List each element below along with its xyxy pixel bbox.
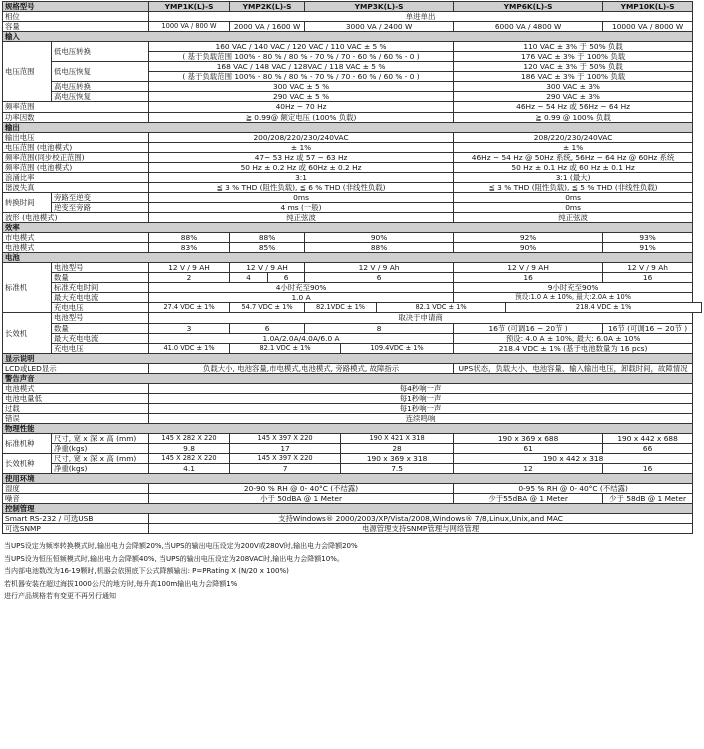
section-environment-title: 使用环境 <box>3 474 693 484</box>
eff-ac-1k: 88% <box>149 233 230 243</box>
recharge-b: 9小时充至90% <box>454 283 693 293</box>
out-volt-label: 输出电压 <box>3 132 149 142</box>
eff-ac-2k: 88% <box>230 233 305 243</box>
alarm-batt-row <box>3 383 702 393</box>
alarm-low-label: 电池电量低 <box>3 393 149 403</box>
section-control-title: 控制管理 <box>3 504 693 514</box>
noise-label: 噪音 <box>3 494 149 504</box>
std-maxcur-label: 最大充电电流 <box>52 293 149 303</box>
pf-a: ≧ 0.99@ 额定电压 (100% 负载) <box>149 112 454 122</box>
long-dim-1k: 145 X 282 X 220 <box>149 454 230 464</box>
pf-row <box>3 112 702 122</box>
long-wt-row <box>3 464 702 474</box>
section-output-title: 输出 <box>3 122 693 132</box>
t1-b: 0ms <box>454 192 693 202</box>
std-qty-2k-a: 4 <box>230 273 268 283</box>
section-physical-title: 物理性能 <box>3 423 693 433</box>
section-display-title: 显示说明 <box>3 353 693 363</box>
physical-std-label: 标准机种 <box>3 434 52 454</box>
battery-std-label: 标准机 <box>3 263 52 313</box>
long-dim-row <box>3 454 702 464</box>
long-qty-3k: 8 <box>305 323 454 333</box>
section-control <box>3 504 702 514</box>
std-chv-6k: 218.4 VDC ± 1% <box>506 303 702 313</box>
section-output <box>3 122 702 132</box>
std-qty-10k: 16 <box>603 273 693 283</box>
footnote: 若机器安装在超过海拔1000公尺的地方时,每升高100m输出电力会降额1% <box>4 579 238 588</box>
section-efficiency-title: 效率 <box>3 223 693 233</box>
bfreq-row <box>3 162 702 172</box>
std-type-10k: 12 V / 9 Ah <box>603 263 693 273</box>
long-wt-1k: 4.1 <box>149 464 230 474</box>
bfreq-b: 50 Hz ± 0.1 Hz 或 60 Hz ± 0.1 Hz <box>454 162 693 172</box>
smart-value: 支持Windows® 2000/2003/XP/Vista/2008,Windows® 7/8,Linux,Unix,and MAC <box>149 514 693 524</box>
noise-a: 小于 50dBA @ 1 Meter <box>149 494 454 504</box>
footnote: 进行产品规格若有变更不再另行通知 <box>4 592 116 601</box>
freq-a: 40Hz ~ 70 Hz <box>149 102 454 112</box>
alarm-batt-label: 电池模式 <box>3 383 149 393</box>
capacity-1k: 1000 VA / 800 W <box>149 22 230 32</box>
section-physical <box>3 423 702 433</box>
std-maxcur-row <box>3 293 702 303</box>
header-spec: 规格型号 <box>3 2 149 12</box>
long-wt-10k: 16 <box>603 464 693 474</box>
header-row <box>3 2 702 12</box>
eff-ac-6k: 92% <box>454 233 603 243</box>
wave-row <box>3 212 702 222</box>
noise-row <box>3 494 702 504</box>
footnote: 当UPS设定为频率转换模式时,输出电力会降额20%,当UPS的输出电压设定为200V或280V时,输出电力会降额20% <box>4 542 358 551</box>
eff-batt-row <box>3 243 702 253</box>
wave-b: 纯正弦波 <box>454 212 693 222</box>
long-wt-2k: 7 <box>230 464 341 474</box>
long-chv-3k: 109.4VDC ± 1% <box>341 343 454 353</box>
batt-volt-label: 电压范围 (电池模式) <box>3 142 149 152</box>
snmp-row <box>3 524 702 534</box>
std-qty-1k: 2 <box>149 273 230 283</box>
smart-row <box>3 514 702 524</box>
eff-batt-1k: 83% <box>149 243 230 253</box>
std-maxcur-a: 1.0 A <box>149 293 454 303</box>
physical-long-label: 长效机种 <box>3 454 52 474</box>
sync-label: 频率范围(同步校正范围) <box>3 152 149 162</box>
low-trans-row <box>3 42 702 52</box>
section-alarm-title: 警告声音 <box>3 373 693 383</box>
low-trans-label: 低电压转换 <box>52 42 149 62</box>
long-qty-6k: 16节 (可调16 ~ 20节 ) <box>454 323 603 333</box>
long-chv-6k: 218.4 VDC ± 1% (基于电池数量为 16 pcs) <box>454 343 693 353</box>
low-trans-a1: 160 VAC / 140 VAC / 120 VAC / 110 VAC ± 5 % <box>149 42 454 52</box>
std-type-row <box>3 263 702 273</box>
alarm-batt-value: 每4秒响一声 <box>149 383 693 393</box>
footnotes <box>4 540 704 602</box>
std-type-2k: 12 V / 9 AH <box>230 263 305 273</box>
long-type-value: 取决于申请商 <box>149 313 693 323</box>
footnote: 当内部电池数改为16-19颗时,机器会依照底下公式降额输出: P=PRating X (N/20 x 100%) <box>4 567 289 576</box>
eff-batt-2k: 85% <box>230 243 305 253</box>
pf-b: ≧ 0.99 @ 100% 负载 <box>454 112 693 122</box>
freq-row <box>3 102 702 112</box>
std-wt-10k: 66 <box>603 444 693 454</box>
std-wt-label: 净重(kgs) <box>52 444 149 454</box>
snmp-label: 可选SNMP <box>3 524 149 534</box>
out-volt-a: 200/208/220/230/240VAC <box>149 132 454 142</box>
long-chv-label: 充电电压 <box>52 343 149 353</box>
recharge-a: 4小时充至90% <box>149 283 454 293</box>
section-alarm <box>3 373 702 383</box>
long-maxcur-row <box>3 333 702 343</box>
capacity-2k: 2000 VA / 1600 W <box>230 22 305 32</box>
bfreq-a: 50 Hz ± 0.2 Hz 或 60Hz ± 0.2 Hz <box>149 162 454 172</box>
noise-b: 少于55dBA @ 1 Meter <box>454 494 603 504</box>
crest-a: 3:1 <box>149 172 454 182</box>
noise-c: 少于 58dB @ 1 Meter <box>603 494 693 504</box>
header-model-6k: YMP6K(L)-S <box>454 2 603 12</box>
batt-volt-row <box>3 142 702 152</box>
capacity-label: 容量 <box>3 22 149 32</box>
alarm-over-row <box>3 403 702 413</box>
crest-row <box>3 172 702 182</box>
std-dim-10k: 190 x 442 x 688 <box>603 434 693 444</box>
out-volt-row <box>3 132 702 142</box>
std-wt-3k: 28 <box>341 444 454 454</box>
smart-label: Smart RS-232 / 可选USB <box>3 514 149 524</box>
long-chv-1k: 41.0 VDC ± 1% <box>149 343 230 353</box>
pf-label: 功率因数 <box>3 112 149 122</box>
eff-ac-label: 市电模式 <box>3 233 149 243</box>
display-a: 负载大小, 电池容量,市电模式,电池模式, 旁路模式, 故障指示 <box>149 363 454 373</box>
snmp-value: 电源管理支持SNMP管理与网络管理 <box>149 524 693 534</box>
eff-ac-3k: 90% <box>305 233 454 243</box>
recharge-row <box>3 283 702 293</box>
eff-batt-10k: 91% <box>603 243 693 253</box>
alarm-fault-label: 错误 <box>3 413 149 423</box>
wave-a: 纯正弦波 <box>149 212 454 222</box>
high-rec-label: 高电压恢复 <box>52 92 149 102</box>
std-type-1k: 12 V / 9 AH <box>149 263 230 273</box>
t2-row <box>3 202 702 212</box>
section-display <box>3 353 702 363</box>
thd-label: 谐波失真 <box>3 182 149 192</box>
std-chv-2k: 54.7 VDC ± 1% <box>230 303 305 313</box>
low-rec-b1: 120 VAC ± 3% 于 50% 负载 <box>454 62 693 72</box>
alarm-low-row <box>3 393 702 403</box>
high-trans-b: 300 VAC ± 3% <box>454 82 693 92</box>
crest-b: 3:1 (最大) <box>454 172 693 182</box>
long-wt-3k: 7.5 <box>341 464 454 474</box>
low-trans-b2: 176 VAC ± 3% 于 100% 负载 <box>454 52 693 62</box>
low-rec-label: 低电压恢复 <box>52 62 149 82</box>
eff-ac-row <box>3 233 702 243</box>
long-wt-label: 净重(kgs) <box>52 464 149 474</box>
capacity-6k: 6000 VA / 4800 W <box>454 22 603 32</box>
display-label: LCD或LED显示 <box>3 363 149 373</box>
long-dim-label: 尺寸, 宽 x 深 x 高 (mm) <box>52 454 149 464</box>
std-dim-2k: 145 X 397 X 220 <box>230 434 341 444</box>
std-qty-label: 数量 <box>52 273 149 283</box>
display-row <box>3 363 702 373</box>
thd-a: ≦ 3 % THD (阻性负载), ≦ 6 % THD (非线性负载) <box>149 182 454 192</box>
std-type-3k: 12 V / 9 Ah <box>305 263 454 273</box>
low-trans-a2: ( 基于负载范围 100% - 80 % / 80 % - 70 % / 70 - 60 % / 60 % - 0 ) <box>149 52 454 62</box>
t1-row <box>3 192 702 202</box>
alarm-low-value: 每1秒响一声 <box>149 393 693 403</box>
std-qty-2k-b: 6 <box>268 273 305 283</box>
high-rec-a: 290 VAC ± 5 % <box>149 92 454 102</box>
phase-row <box>3 12 702 22</box>
t2-label: 逆变至旁路 <box>52 202 149 212</box>
sync-b: 46Hz ~ 54 Hz @ 50Hz 系统, 56Hz ~ 64 Hz @ 60Hz 系统 <box>454 152 693 162</box>
eff-batt-6k: 90% <box>454 243 603 253</box>
std-dim-3k: 190 X 421 X 318 <box>341 434 454 444</box>
std-chv-3k-b: 82.1 VDC ± 1% <box>377 303 506 313</box>
eff-batt-3k: 88% <box>305 243 454 253</box>
long-dim-2k: 145 X 397 X 220 <box>230 454 341 464</box>
std-dim-label: 尺寸, 宽 x 深 x 高 (mm) <box>52 434 149 444</box>
std-chv-3k: 82.1VDC ± 1% <box>305 303 377 313</box>
freq-label: 频率范围 <box>3 102 149 112</box>
std-chv-1k: 27.4 VDC ± 1% <box>149 303 230 313</box>
voltage-range-label: 电压范围 <box>3 42 52 102</box>
t2-b: 0ms <box>454 202 693 212</box>
std-dim-1k: 145 X 282 X 220 <box>149 434 230 444</box>
phase-value: 单进单出 <box>149 12 693 22</box>
long-qty-2k: 6 <box>230 323 305 333</box>
std-dim-row <box>3 434 702 444</box>
low-rec-a2: ( 基于负载范围 100% - 80 % / 80 % - 70 % / 70 - 60 % / 60 % - 0 ) <box>149 72 454 82</box>
high-rec-b: 290 VAC ± 3% <box>454 92 693 102</box>
section-input <box>3 32 702 42</box>
std-type-6k: 12 V / 9 AH <box>454 263 603 273</box>
low-trans-b1: 110 VAC ± 3% 于 50% 负载 <box>454 42 693 52</box>
section-environment <box>3 474 702 484</box>
humidity-label: 湿度 <box>3 484 149 494</box>
section-input-title: 输入 <box>3 32 693 42</box>
section-battery <box>3 253 702 263</box>
header-model-2k: YMP2K(L)-S <box>230 2 305 12</box>
header-model-10k: YMP10K(L)-S <box>603 2 693 12</box>
humidity-row <box>3 484 702 494</box>
std-qty-3k: 6 <box>305 273 454 283</box>
std-wt-6k: 61 <box>454 444 603 454</box>
capacity-10k: 10000 VA / 8000 W <box>603 22 693 32</box>
std-chv-row <box>3 303 702 313</box>
transfer-label: 转换时间 <box>3 192 52 212</box>
footnote: 当UPS设为恒压恒频模式时,输出电力会降额40%, 当UPS的输出电压设定为208VAC时,输出电力会降额10%。 <box>4 554 344 563</box>
humidity-b: 0-95 % RH @ 0- 40°C (不结露) <box>454 484 693 494</box>
long-chv-2k: 82.1 VDC ± 1% <box>230 343 341 353</box>
std-maxcur-b: 预设:1.0 A ± 10%, 最大:2.0A ± 10% <box>454 293 693 303</box>
recharge-label: 标准充电时间 <box>52 283 149 293</box>
capacity-row <box>3 22 702 32</box>
eff-ac-10k: 93% <box>603 233 693 243</box>
std-wt-row <box>3 444 702 454</box>
crest-label: 浪涌比率 <box>3 172 149 182</box>
header-model-1k: YMP1K(L)-S <box>149 2 230 12</box>
display-b: UPS状态，负载大小、电池容量、输入输出电压，卸载时间，故障情况 <box>454 363 693 373</box>
low-rec-b2: 186 VAC ± 3% 于 100% 负载 <box>454 72 693 82</box>
low-rec-row <box>3 62 702 72</box>
std-type-label: 电池型号 <box>52 263 149 273</box>
long-qty-10k: 16节 (可调16 ~ 20节 ) <box>603 323 693 333</box>
long-chv-row <box>3 343 702 353</box>
alarm-over-label: 过载 <box>3 403 149 413</box>
long-maxcur-a: 1.0A/2.0A/4.0A/6.0 A <box>149 333 454 343</box>
freq-b: 46Hz ~ 54 Hz 或 56Hz ~ 64 Hz <box>454 102 693 112</box>
header-model-3k: YMP3K(L)-S <box>305 2 454 12</box>
batt-volt-b: ± 1% <box>454 142 693 152</box>
long-type-label: 电池型号 <box>52 313 149 323</box>
std-wt-2k: 17 <box>230 444 341 454</box>
section-efficiency <box>3 223 702 233</box>
sync-row <box>3 152 702 162</box>
long-type-row <box>3 313 702 323</box>
eff-batt-label: 电池模式 <box>3 243 149 253</box>
capacity-3k: 3000 VA / 2400 W <box>305 22 454 32</box>
long-qty-1k: 3 <box>149 323 230 333</box>
t1-label: 旁路至逆变 <box>52 192 149 202</box>
std-wt-1k: 9.8 <box>149 444 230 454</box>
long-maxcur-label: 最大充电电流 <box>52 333 149 343</box>
high-trans-label: 高电压转换 <box>52 82 149 92</box>
batt-volt-a: ± 1% <box>149 142 454 152</box>
long-dim-3k: 190 x 369 x 318 <box>341 454 454 464</box>
section-battery-title: 电池 <box>3 253 693 263</box>
high-trans-a: 300 VAC ± 5 % <box>149 82 454 92</box>
long-maxcur-b: 预设: 4.0 A ± 10%, 最大: 6.0A ± 10% <box>454 333 693 343</box>
long-dim-6k: 190 x 442 x 318 <box>454 454 693 464</box>
alarm-over-value: 每1秒响一声 <box>149 403 693 413</box>
thd-b: ≦ 3 % THD (阻性负载), ≦ 5 % THD (非线性负载) <box>454 182 693 192</box>
alarm-fault-value: 连续鸣响 <box>149 413 693 423</box>
std-qty-6k: 16 <box>454 273 603 283</box>
sync-a: 47~ 53 Hz 或 57 ~ 63 Hz <box>149 152 454 162</box>
battery-long-label: 长效机 <box>3 313 52 353</box>
humidity-a: 20-90 % RH @ 0- 40°C (不结露) <box>149 484 454 494</box>
low-rec-a1: 168 VAC / 148 VAC / 128VAC / 118 VAC ± 5 % <box>149 62 454 72</box>
spec-table <box>2 1 702 534</box>
long-qty-row <box>3 323 702 333</box>
t1-a: 0ms <box>149 192 454 202</box>
out-volt-b: 208/220/230/240VAC <box>454 132 693 142</box>
std-qty-row <box>3 273 702 283</box>
long-qty-label: 数量 <box>52 323 149 333</box>
long-wt-6k: 12 <box>454 464 603 474</box>
t2-a: 4 ms (一般) <box>149 202 454 212</box>
std-chv-label: 充电电压 <box>52 303 149 313</box>
wave-label: 波形 (电池模式) <box>3 212 149 222</box>
std-dim-6k: 190 x 369 x 688 <box>454 434 603 444</box>
phase-label: 相位 <box>3 12 149 22</box>
alarm-fault-row <box>3 413 702 423</box>
bfreq-label: 频率范围 (电池模式) <box>3 162 149 172</box>
